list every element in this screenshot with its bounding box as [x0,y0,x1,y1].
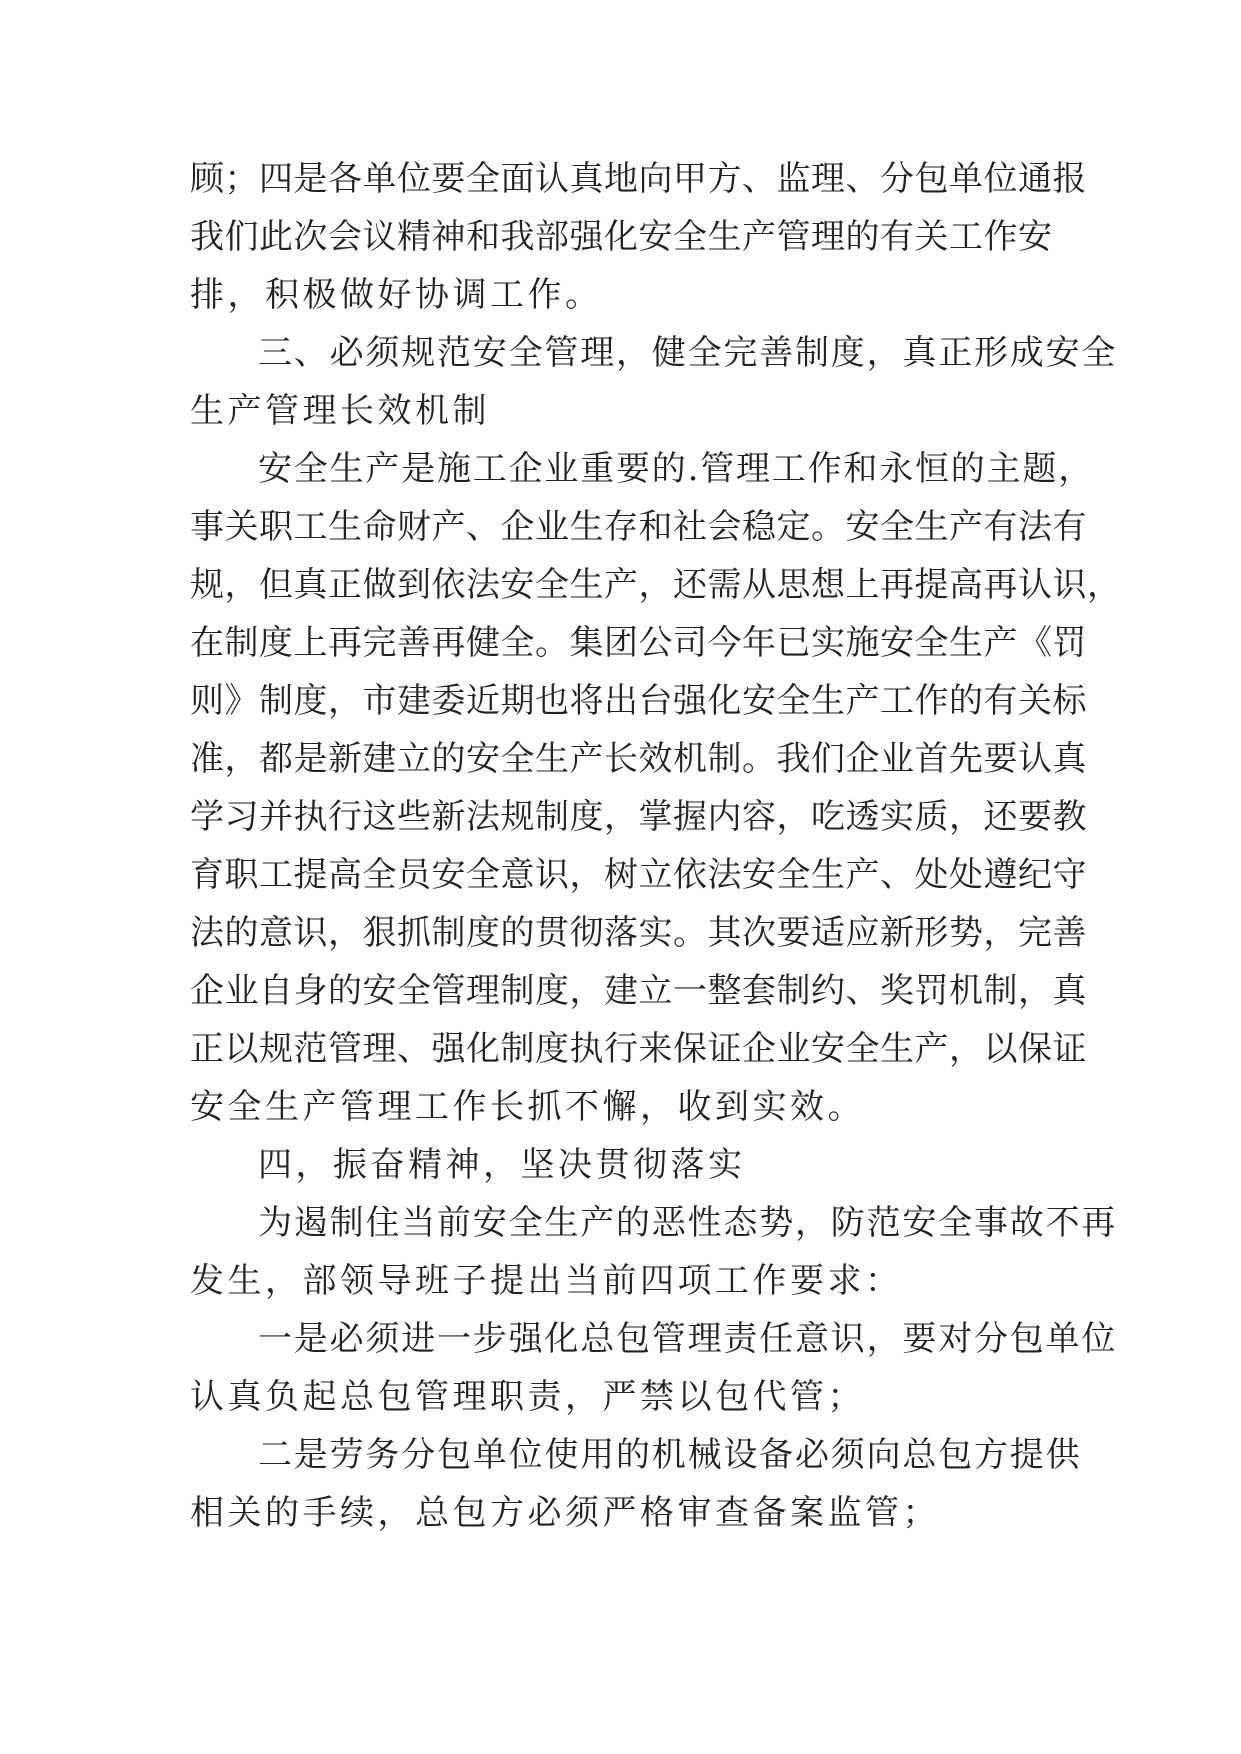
paragraph-line: 相关的手续，总包方必须严格审查备案监管； [190,1493,940,1533]
paragraph-line: 事关职工生命财产、企业生存和社会稳定。安全生产有法有 [190,507,1087,547]
paragraph-line: 发生，部领导班子提出当前四项工作要求： [190,1261,903,1301]
section-heading-4: 四，振奋精神，坚决贯彻落实 [258,1145,746,1185]
paragraph-line: 一是必须进一步强化总包管理责任意识，要对分包单位 [258,1319,1118,1359]
paragraph-line: 我们此次会议精神和我部强化安全生产管理的有关工作安 [190,217,1053,257]
paragraph-line: 为遏制住当前安全生产的恶性态势，防范安全事故不再 [258,1203,1118,1243]
paragraph-line: 法的意识，狠抓制度的贯彻落实。其次要适应新形势，完善 [190,913,1087,953]
paragraph-line: 顾；四是各单位要全面认真地向甲方、监理、分包单位通报 [190,159,1087,199]
paragraph-line: 二是劳务分包单位使用的机械设备必须向总包方提供 [258,1435,1082,1475]
section-heading-3: 三、必须规范安全管理，健全完善制度，真正形成安全 [258,333,1118,373]
paragraph-line: 学习并执行这些新法规制度，掌握内容，吃透实质，还要教 [190,797,1087,837]
paragraph-line: 正以规范管理、强化制度执行来保证企业安全生产，以保证 [190,1029,1087,1069]
paragraph-line: 准，都是新建立的安全生产长效机制。我们企业首先要认真 [190,739,1087,779]
paragraph-line: 安全生产管理工作长抓不懈，收到实效。 [190,1087,865,1127]
document-page [190,150,1122,1542]
section-heading-3-cont: 生产管理长效机制 [190,391,490,431]
paragraph-line: 育职工提高全员安全意识，树立依法安全生产、处处遵纪守 [190,855,1087,895]
paragraph-line: 认真负起总包管理职责，严禁以包代管； [190,1377,865,1417]
paragraph-line: 在制度上再完善再健全。集团公司今年已实施安全生产《罚 [190,623,1087,663]
paragraph-line: 排，积极做好协调工作。 [190,275,603,315]
paragraph-line: 安全生产是施工企业重要的.管理工作和永恒的主题， [258,449,1095,489]
paragraph-line: 则》制度，市建委近期也将出台强化安全生产工作的有关标 [190,681,1087,721]
paragraph-line: 企业自身的安全管理制度，建立一整套制约、奖罚机制，真 [190,971,1087,1011]
paragraph-line: 规，但真正做到依法安全生产，还需从思想上再提高再认识， [190,565,1122,605]
